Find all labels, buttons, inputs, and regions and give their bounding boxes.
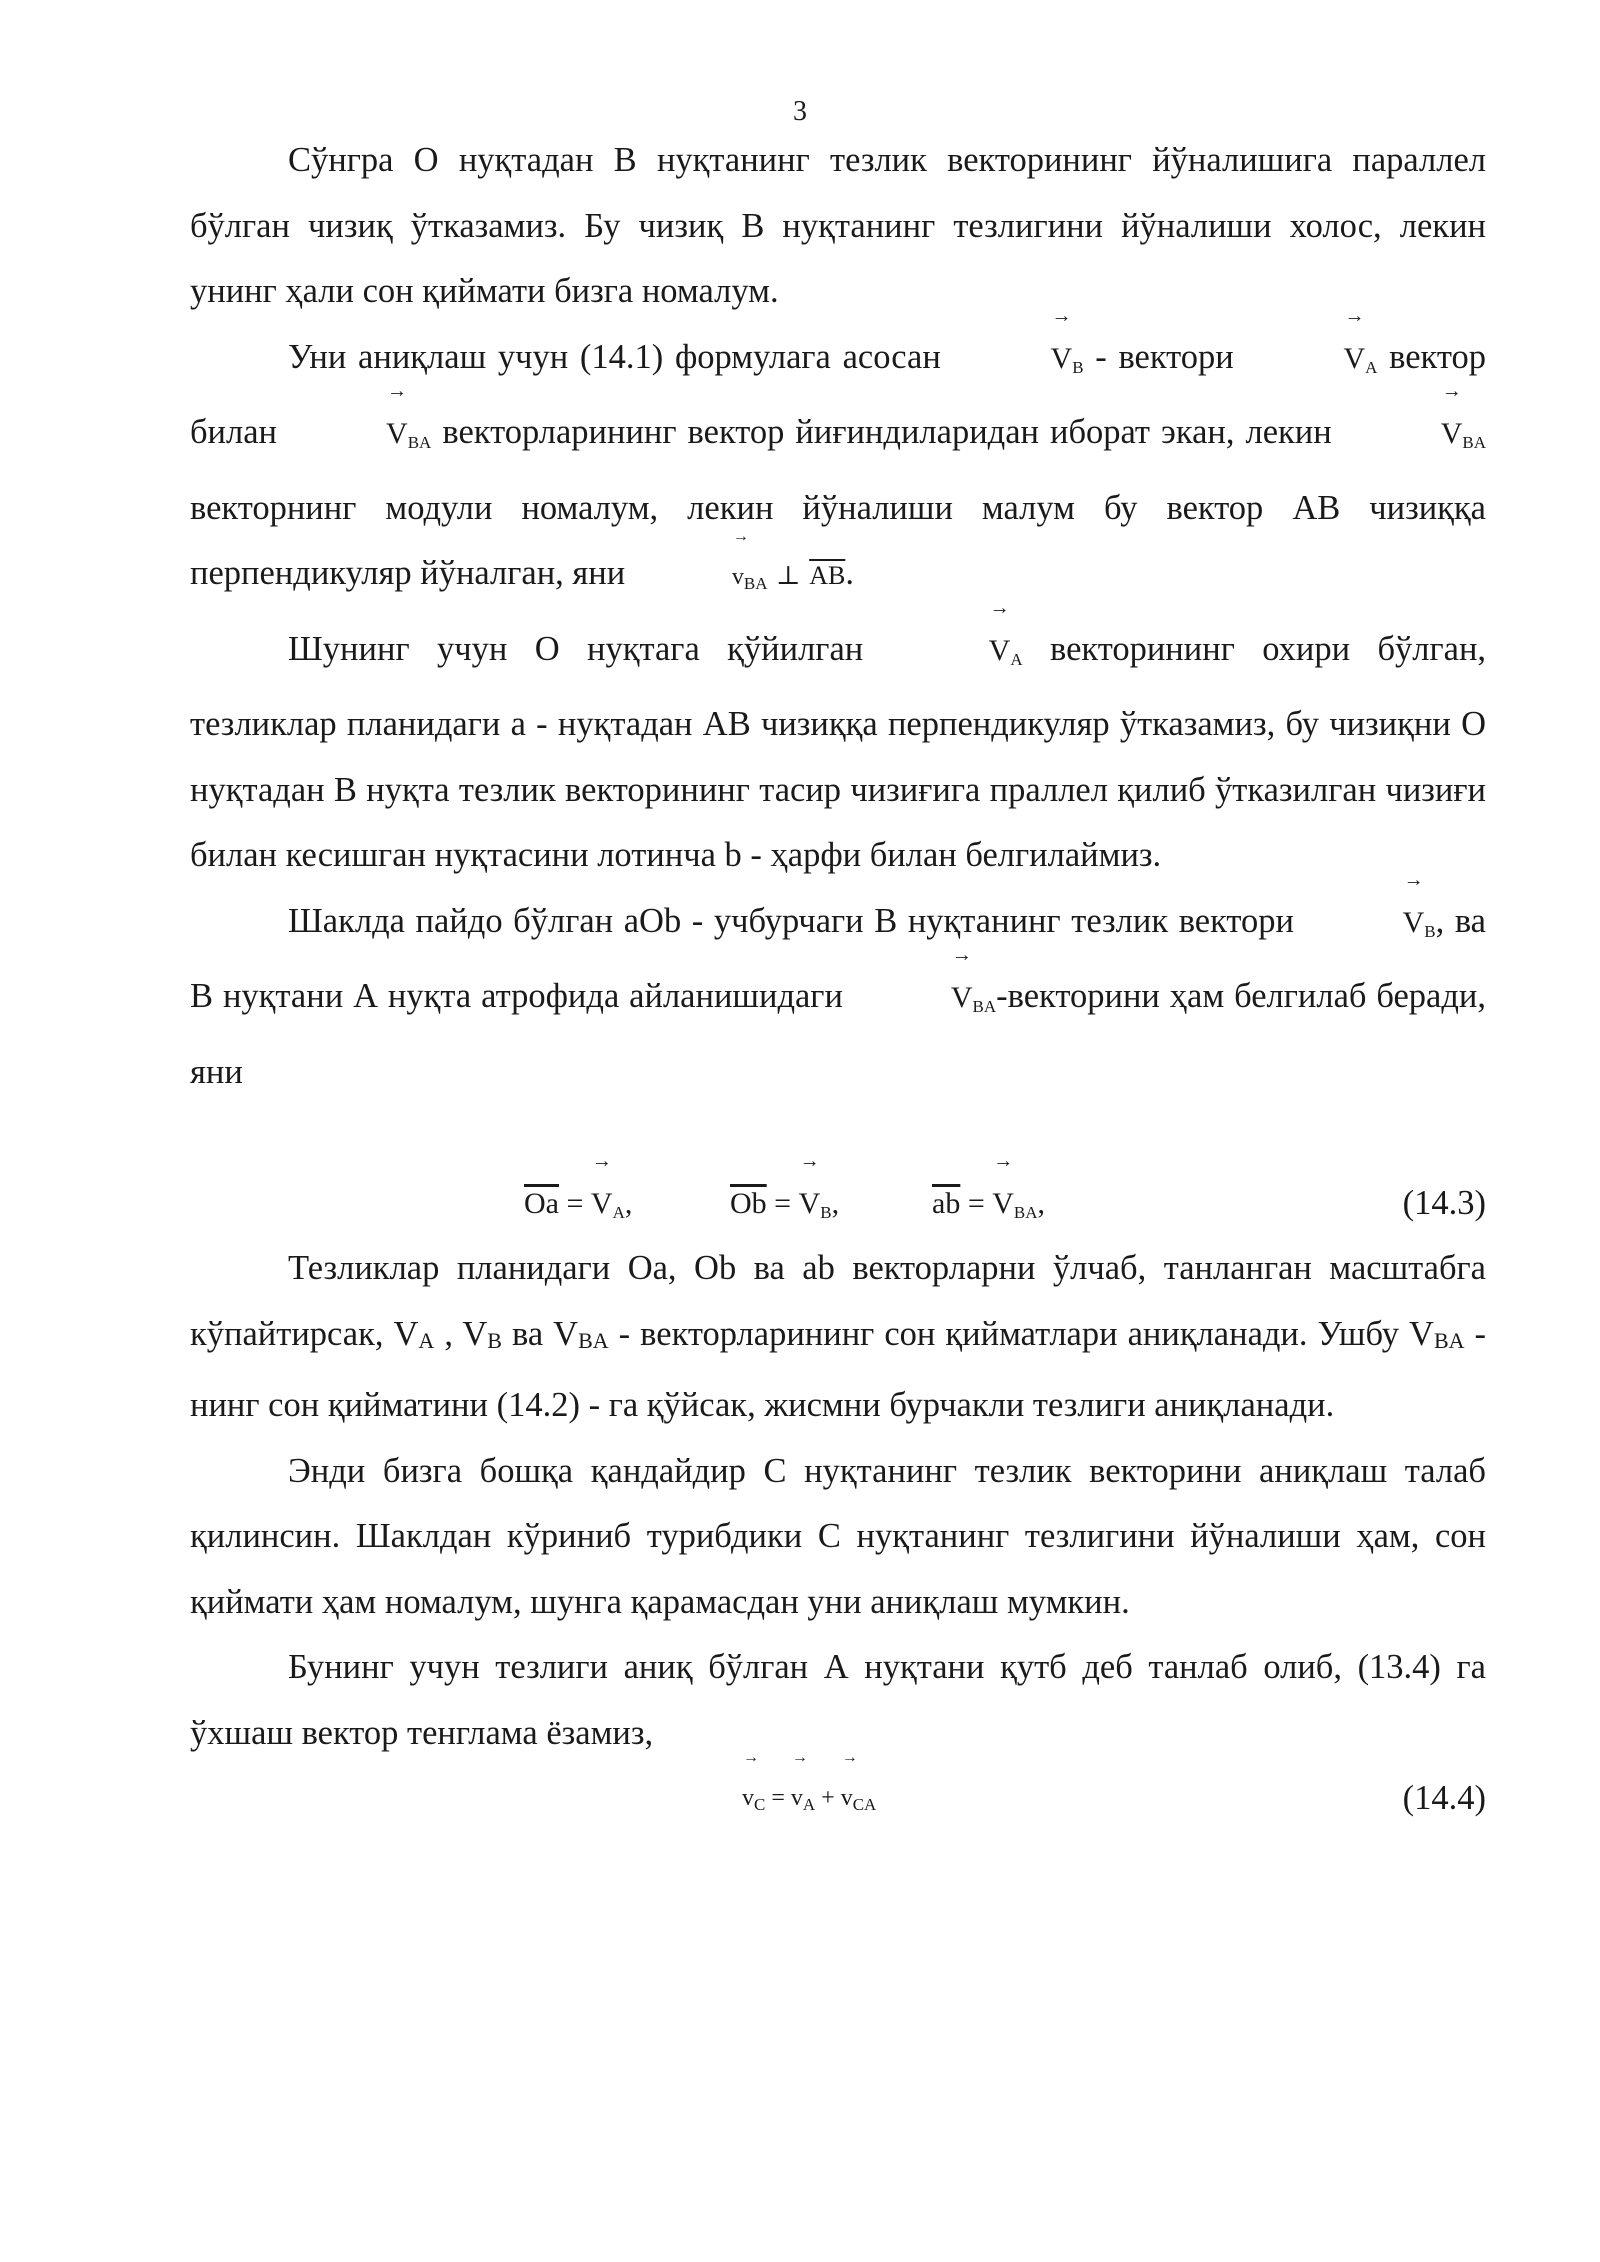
paragraph-4-text-b: , ва В нуқтани А нуқта атрофида айланишидаги — [190, 901, 1486, 1015]
paragraph-2-text-b: - вектори — [1095, 337, 1234, 376]
paragraph-3-text-b: векторининг охири бўлган, тезликлар планидаги а - нуқтадан АВ чизиққа перпендикуляр ўтказамиз, бу чизиқни О нуқтадан В нуқта тезлик векторининг тасир чизиғига праллел қилиб ўтказилган чизиғи билан кесишган нуқтасини лотинча b - ҳарфи билан белгилаймиз. — [190, 629, 1487, 874]
equation-14-4 — [190, 1766, 1486, 1832]
paragraph-7: Бунинг учун тезлиги аниқ бўлган А нуқтани қутб деб танлаб олиб, (13.4) га ўхшаш вектор тенглама ёзамиз, — [190, 1648, 1486, 1752]
vector-vba: → $V_{BA}$ — [288, 401, 431, 476]
page-body — [190, 128, 1486, 1832]
paragraph-2-text-c: вектор билан — [190, 337, 1486, 451]
blank-line — [190, 1105, 1486, 1171]
page-number: 3 — [793, 96, 807, 127]
equation-14-4-body: → $v_C$ = → $v_A$ + → $v_{CA}$ — [742, 1766, 876, 1838]
paragraph-4-text-a: Шаклда пайдо бўлган aOb - учбурчаги В нуқтанинг тезлик вектори — [288, 901, 1295, 940]
vector-vb: → $V_B$ — [953, 326, 1084, 401]
equation-14-3 — [190, 1171, 1486, 1237]
perp-formula: → $v_{BA}$ ⊥ $\overline{AB}$. — [634, 554, 854, 592]
paragraph-4-text-c: -векторини ҳам белгилаб беради, яни — [190, 977, 1487, 1091]
equation-14-3-term-2: $\overline{Ob}$ = → $V_B$, — [730, 1171, 839, 1246]
paragraph-2-text-e: векторнинг модули номалум, лекин йўналиши малум бу вектор АВ чизиққа перпендикуляр йўналган, яни — [190, 488, 1486, 592]
vector-va: → $V_A$ — [1245, 326, 1377, 401]
paragraph-1: Сўнгра О нуқтадан В нуқтанинг тезлик векторининг йўналишига параллел бўлган чизиқ ўтказамиз. Бу чизиқ В нуқтанинг тезлигини йўналиши холос, лекин унинг ҳали сон қиймати бизга номалум. — [190, 141, 1486, 310]
paragraph-2-text-d: векторларининг вектор йиғиндиларидан иборат экан, лекин — [442, 413, 1332, 451]
vector-vba-2: → $V_{BA}$ — [1343, 401, 1486, 476]
paragraph-4 — [190, 889, 1486, 1106]
equation-14-3-term-3: $\overline{ab}$ = → $V_{BA}$, — [932, 1171, 1045, 1246]
paragraph-3-text-a: Шунинг учун О нуқтага қўйилган — [288, 629, 864, 668]
paragraph-6: Энди бизга бошқа қандайдир С нуқтанинг тезлик векторини аниқлаш талаб қилинсин. Шаклдан кўриниб турибдики С нуқтанинг тезлигини йўналиши ҳам, сон қиймати ҳам номалум, шунга қарамасдан уни аниқлаш мумкин. — [190, 1451, 1486, 1621]
equation-14-3-term-1: $\overline{Oa}$ = → $V_A$, — [524, 1171, 632, 1246]
vector-va-2: → $V_A$ — [891, 618, 1023, 693]
equation-14-3-number: (14.3) — [1402, 1183, 1486, 1222]
vector-vba-3: → $V_{BA}$ — [853, 965, 996, 1040]
paragraph-3 — [190, 617, 1486, 889]
paragraph-5: Тезликлар планидаги Oa, Ob ва ab векторларни ўлчаб, танланган масштабга кўпайтирсак, VA , VB ва VBA - векторларининг сон қийматлари аниқланади. Ушбу VBA - нинг сон қийматини (14.2) - га қўйсак, жисмни бурчакли тезлиги аниқланади. — [190, 1249, 1487, 1424]
paragraph-2-text-a: Уни аниқлаш учун (14.1) формулага асосан — [288, 337, 941, 376]
paragraph-2 — [190, 325, 1486, 617]
equation-14-4-number: (14.4) — [1402, 1779, 1486, 1817]
vector-vb-2: → $V_B$ — [1305, 890, 1436, 965]
